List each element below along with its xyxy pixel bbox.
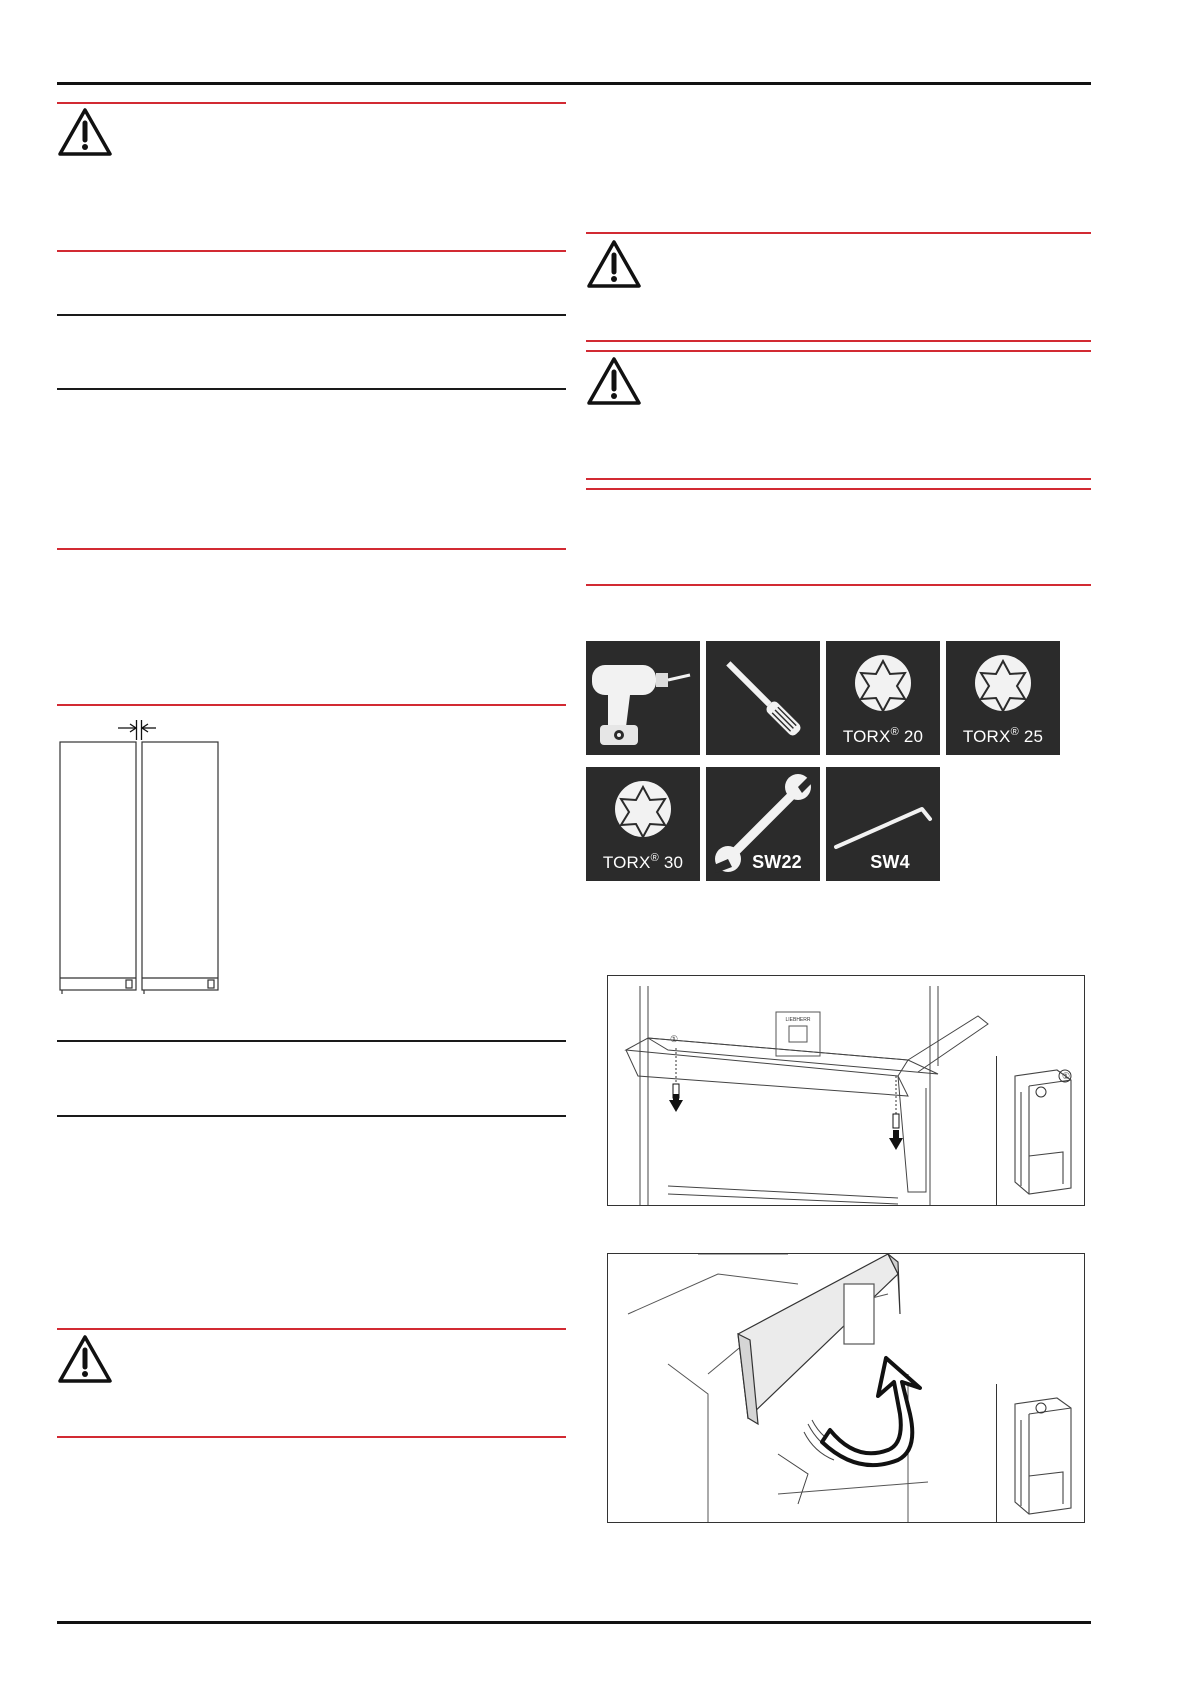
warning-rule-bottom [586, 478, 1091, 480]
torx-25-label: TORX® 25 [962, 726, 1044, 746]
cabinet-outline-inset [997, 1056, 1085, 1205]
header-rule [57, 82, 1091, 85]
tool-tile-screwdriver [706, 641, 820, 755]
warning-rule-bottom [57, 250, 566, 252]
notice-rule [586, 584, 1091, 586]
right-appliance-outline [142, 742, 218, 994]
side-by-side-gap-diagram [56, 712, 236, 1008]
allen-sw4-label: SW4 [870, 852, 910, 872]
tool-tile-allen-sw4 [826, 767, 940, 881]
warning-rule-top [57, 102, 566, 104]
tool-tile-torx-25 [946, 641, 1060, 755]
section-rule [57, 388, 566, 390]
tool-tile-wrench-sw22 [706, 767, 820, 881]
figure-remove-screws [607, 975, 1085, 1206]
screwdriver-icon [706, 641, 820, 755]
gap-arrows [118, 720, 156, 740]
figure-inset-cabinet [996, 1056, 1085, 1205]
warning-rule-top [57, 1328, 566, 1330]
cordless-drill-icon [586, 641, 700, 755]
tool-tile-drill [586, 641, 700, 755]
figure-inset-cabinet [996, 1384, 1085, 1522]
torx-20-label: TORX® 20 [842, 726, 924, 746]
warning-triangle-icon [57, 106, 113, 158]
warning-rule-top [586, 350, 1091, 352]
section-rule [57, 1115, 566, 1117]
warning-triangle-icon [57, 1333, 113, 1385]
notice-rule [57, 704, 566, 706]
rotate-arrow-icon [822, 1358, 920, 1465]
left-appliance-outline [60, 742, 136, 994]
callout-1: ① [670, 1034, 679, 1044]
warning-triangle-icon [586, 238, 642, 290]
warning-triangle-icon [586, 355, 642, 407]
tool-tile-torx-30 [586, 767, 700, 881]
notice-rule [586, 488, 1091, 490]
warning-rule-bottom [57, 1436, 566, 1438]
warning-rule-top [586, 232, 1091, 234]
panel-logo-text: LIEBHERR [785, 1017, 811, 1023]
inset-callout-1: ① [1062, 1071, 1071, 1081]
section-rule [57, 1040, 566, 1042]
warning-rule-bottom [586, 340, 1091, 342]
wrench-sw22-label: SW22 [752, 852, 802, 872]
tool-tile-torx-20 [826, 641, 940, 755]
figure-tilt-panel [607, 1253, 1085, 1523]
footer-rule [57, 1621, 1091, 1624]
section-rule [57, 314, 566, 316]
torx-30-label: TORX® 30 [602, 852, 684, 872]
screw-left [669, 1048, 683, 1112]
notice-rule [57, 548, 566, 550]
cabinet-outline-inset [997, 1384, 1085, 1522]
